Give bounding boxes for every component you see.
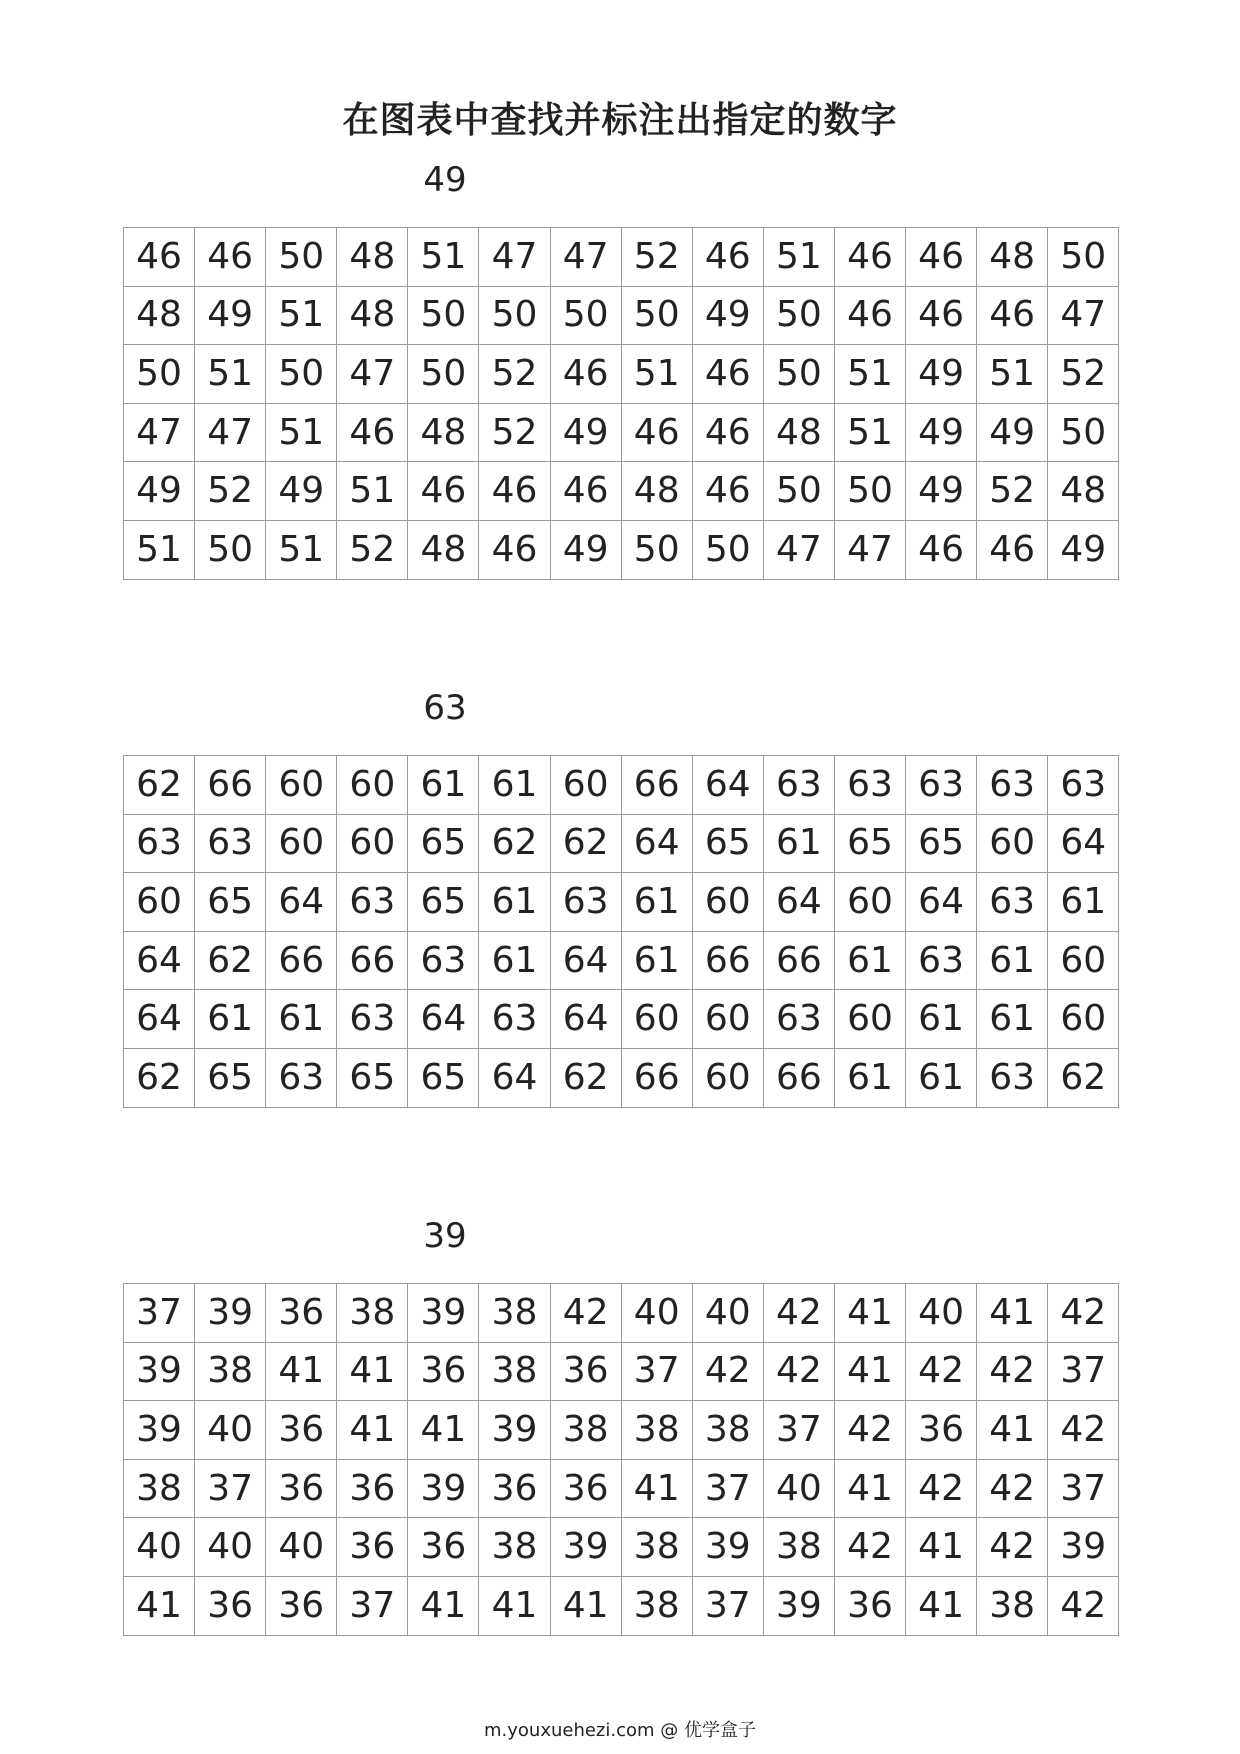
grid-cell[interactable]: 40	[621, 1284, 692, 1343]
grid-cell[interactable]: 39	[408, 1284, 479, 1343]
grid-cell[interactable]: 38	[479, 1342, 550, 1401]
grid-cell[interactable]: 61	[621, 931, 692, 990]
grid-cell[interactable]: 62	[479, 814, 550, 873]
grid-cell[interactable]: 50	[692, 520, 763, 579]
grid-cell[interactable]: 66	[195, 756, 266, 815]
grid-cell[interactable]: 42	[763, 1284, 834, 1343]
grid-cell[interactable]: 65	[408, 814, 479, 873]
grid-cell[interactable]: 40	[124, 1518, 195, 1577]
grid-cell[interactable]: 39	[124, 1401, 195, 1460]
grid-cell[interactable]: 46	[906, 228, 977, 287]
grid-cell[interactable]: 40	[195, 1518, 266, 1577]
grid-cell[interactable]: 64	[550, 931, 621, 990]
grid-cell[interactable]: 42	[763, 1342, 834, 1401]
grid-cell[interactable]: 51	[195, 345, 266, 404]
grid-cell[interactable]: 46	[692, 345, 763, 404]
grid-cell[interactable]: 65	[906, 814, 977, 873]
grid-cell[interactable]: 49	[906, 345, 977, 404]
grid-cell[interactable]: 47	[479, 228, 550, 287]
grid-row	[124, 1576, 1119, 1635]
grid-cell[interactable]: 41	[337, 1342, 408, 1401]
grid-cell[interactable]: 42	[692, 1342, 763, 1401]
grid-cell[interactable]: 65	[408, 873, 479, 932]
grid-cell[interactable]: 51	[408, 228, 479, 287]
grid-cell[interactable]: 46	[834, 286, 905, 345]
grid-cell[interactable]: 42	[834, 1518, 905, 1577]
grid-cell[interactable]: 64	[621, 814, 692, 873]
grid-cell[interactable]: 39	[1048, 1518, 1119, 1577]
grid-cell[interactable]: 50	[621, 286, 692, 345]
grid-cell[interactable]: 50	[408, 345, 479, 404]
grid-row	[124, 756, 1119, 815]
grid-row	[124, 990, 1119, 1049]
grid-cell[interactable]: 36	[266, 1401, 337, 1460]
grid-cell[interactable]: 41	[124, 1576, 195, 1635]
grid-cell[interactable]: 60	[266, 814, 337, 873]
grid-row	[124, 931, 1119, 990]
grid-cell[interactable]: 42	[977, 1459, 1048, 1518]
grid-cell[interactable]: 36	[195, 1576, 266, 1635]
grid-cell[interactable]: 49	[906, 403, 977, 462]
grid-cell[interactable]: 38	[337, 1284, 408, 1343]
grid-row	[124, 403, 1119, 462]
grid-cell[interactable]: 66	[763, 931, 834, 990]
grid-cell[interactable]: 60	[977, 814, 1048, 873]
grid-cell[interactable]: 61	[977, 990, 1048, 1049]
grid-cell[interactable]: 50	[1048, 403, 1119, 462]
grid-cell[interactable]: 41	[408, 1401, 479, 1460]
grid-cell[interactable]: 49	[550, 520, 621, 579]
grid-cell[interactable]: 38	[763, 1518, 834, 1577]
grid-cell[interactable]: 61	[408, 756, 479, 815]
grid-cell[interactable]: 66	[692, 931, 763, 990]
grid-cell[interactable]: 36	[266, 1459, 337, 1518]
grid-cell[interactable]: 50	[763, 462, 834, 521]
grid-cell[interactable]: 51	[834, 345, 905, 404]
grid-cell[interactable]: 63	[337, 990, 408, 1049]
grid-cell[interactable]: 40	[906, 1284, 977, 1343]
grid-cell[interactable]: 60	[692, 1048, 763, 1107]
grid-cell[interactable]: 63	[337, 873, 408, 932]
target-number-1: 49	[423, 160, 467, 200]
grid-cell[interactable]: 63	[195, 814, 266, 873]
grid-cell[interactable]: 48	[337, 286, 408, 345]
grid-cell[interactable]: 36	[550, 1342, 621, 1401]
grid-cell[interactable]: 37	[195, 1459, 266, 1518]
grid-cell[interactable]: 50	[266, 228, 337, 287]
grid-cell[interactable]: 46	[479, 520, 550, 579]
grid-cell[interactable]: 51	[337, 462, 408, 521]
grid-cell[interactable]: 39	[195, 1284, 266, 1343]
grid-cell[interactable]: 46	[977, 286, 1048, 345]
grid-cell[interactable]: 61	[479, 931, 550, 990]
grid-cell[interactable]: 61	[763, 814, 834, 873]
footer-watermark: m.youxuehezi.com @ 优学盒子	[483, 1720, 756, 1741]
grid-row	[124, 228, 1119, 287]
grid-cell[interactable]: 61	[621, 873, 692, 932]
grid-cell[interactable]: 46	[408, 462, 479, 521]
grid-cell[interactable]: 46	[550, 345, 621, 404]
grid-cell[interactable]: 52	[479, 403, 550, 462]
grid-cell[interactable]: 50	[195, 520, 266, 579]
grid-cell[interactable]: 62	[1048, 1048, 1119, 1107]
number-grid-3	[123, 1283, 1119, 1636]
grid-cell[interactable]: 47	[834, 520, 905, 579]
grid-row	[124, 286, 1119, 345]
grid-cell[interactable]: 65	[834, 814, 905, 873]
grid-row	[124, 1284, 1119, 1343]
grid-cell[interactable]: 52	[337, 520, 408, 579]
grid-cell[interactable]: 46	[692, 403, 763, 462]
grid-cell[interactable]: 41	[479, 1576, 550, 1635]
target-number-2: 63	[423, 688, 467, 728]
grid-cell[interactable]: 63	[763, 756, 834, 815]
grid-cell[interactable]: 51	[621, 345, 692, 404]
grid-cell[interactable]: 37	[692, 1459, 763, 1518]
grid-cell[interactable]: 64	[479, 1048, 550, 1107]
target-number-3: 39	[423, 1216, 467, 1256]
grid-cell[interactable]: 48	[977, 228, 1048, 287]
grid-cell[interactable]: 46	[124, 228, 195, 287]
grid-cell[interactable]: 61	[479, 873, 550, 932]
grid-cell[interactable]: 39	[124, 1342, 195, 1401]
grid-cell[interactable]: 46	[692, 228, 763, 287]
grid-cell[interactable]: 64	[266, 873, 337, 932]
grid-cell[interactable]: 64	[906, 873, 977, 932]
grid-cell[interactable]: 46	[906, 520, 977, 579]
grid-cell[interactable]: 66	[266, 931, 337, 990]
grid-row	[124, 814, 1119, 873]
grid-cell[interactable]: 64	[763, 873, 834, 932]
grid-cell[interactable]: 48	[621, 462, 692, 521]
grid-cell[interactable]: 65	[195, 1048, 266, 1107]
grid-cell[interactable]: 63	[408, 931, 479, 990]
grid-cell[interactable]: 60	[621, 990, 692, 1049]
grid-cell[interactable]: 63	[266, 1048, 337, 1107]
grid-cell[interactable]: 41	[977, 1401, 1048, 1460]
grid-cell[interactable]: 61	[834, 1048, 905, 1107]
grid-cell[interactable]: 60	[692, 990, 763, 1049]
grid-cell[interactable]: 60	[550, 756, 621, 815]
grid-cell[interactable]: 46	[906, 286, 977, 345]
grid-cell[interactable]: 60	[266, 756, 337, 815]
grid-cell[interactable]: 51	[763, 228, 834, 287]
grid-cell[interactable]: 50	[763, 286, 834, 345]
grid-cell[interactable]: 50	[266, 345, 337, 404]
grid-cell[interactable]: 36	[337, 1518, 408, 1577]
grid-cell[interactable]: 50	[763, 345, 834, 404]
grid-cell[interactable]: 49	[124, 462, 195, 521]
grid-cell[interactable]: 63	[834, 756, 905, 815]
grid-cell[interactable]: 36	[266, 1576, 337, 1635]
grid-cell[interactable]: 48	[408, 520, 479, 579]
grid-cell[interactable]: 51	[266, 286, 337, 345]
grid-cell[interactable]: 46	[692, 462, 763, 521]
grid-cell[interactable]: 47	[195, 403, 266, 462]
grid-cell[interactable]: 47	[550, 228, 621, 287]
grid-cell[interactable]: 42	[550, 1284, 621, 1343]
grid-cell[interactable]: 46	[195, 228, 266, 287]
grid-cell[interactable]: 51	[266, 403, 337, 462]
grid-cell[interactable]: 48	[763, 403, 834, 462]
grid-cell[interactable]: 42	[906, 1459, 977, 1518]
grid-cell[interactable]: 61	[906, 990, 977, 1049]
grid-cell[interactable]: 38	[621, 1518, 692, 1577]
grid-cell[interactable]: 36	[479, 1459, 550, 1518]
grid-cell[interactable]: 61	[1048, 873, 1119, 932]
grid-row	[124, 873, 1119, 932]
grid-cell[interactable]: 61	[195, 990, 266, 1049]
grid-row	[124, 1048, 1119, 1107]
grid-cell[interactable]: 36	[906, 1401, 977, 1460]
grid-row	[124, 345, 1119, 404]
grid-cell[interactable]: 36	[408, 1342, 479, 1401]
grid-cell[interactable]: 42	[1048, 1401, 1119, 1460]
grid-cell[interactable]: 65	[408, 1048, 479, 1107]
grid-cell[interactable]: 63	[550, 873, 621, 932]
grid-cell[interactable]: 64	[550, 990, 621, 1049]
grid-cell[interactable]: 38	[550, 1401, 621, 1460]
grid-cell[interactable]: 41	[337, 1401, 408, 1460]
grid-cell[interactable]: 63	[1048, 756, 1119, 815]
grid-cell[interactable]: 60	[337, 814, 408, 873]
grid-cell[interactable]: 47	[124, 403, 195, 462]
grid-cell[interactable]: 61	[479, 756, 550, 815]
grid-cell[interactable]: 60	[692, 873, 763, 932]
grid-cell[interactable]: 37	[124, 1284, 195, 1343]
number-grid-1	[123, 227, 1119, 580]
grid-cell[interactable]: 48	[124, 286, 195, 345]
grid-cell[interactable]: 37	[621, 1342, 692, 1401]
grid-cell[interactable]: 36	[550, 1459, 621, 1518]
grid-cell[interactable]: 50	[124, 345, 195, 404]
grid-cell[interactable]: 41	[906, 1518, 977, 1577]
grid-cell[interactable]: 42	[834, 1401, 905, 1460]
grid-cell[interactable]: 40	[692, 1284, 763, 1343]
grid-cell[interactable]: 63	[906, 756, 977, 815]
grid-cell[interactable]: 49	[906, 462, 977, 521]
grid-cell[interactable]: 46	[479, 462, 550, 521]
grid-cell[interactable]: 49	[1048, 520, 1119, 579]
grid-cell[interactable]: 66	[621, 756, 692, 815]
page-title: 在图表中查找并标注出指定的数字	[342, 100, 898, 141]
grid-cell[interactable]: 42	[977, 1518, 1048, 1577]
grid-cell[interactable]: 39	[550, 1518, 621, 1577]
grid-cell[interactable]: 36	[834, 1576, 905, 1635]
grid-cell[interactable]: 52	[977, 462, 1048, 521]
grid-row	[124, 520, 1119, 579]
grid-cell[interactable]: 42	[906, 1342, 977, 1401]
grid-row	[124, 1518, 1119, 1577]
grid-cell[interactable]: 63	[977, 756, 1048, 815]
grid-cell[interactable]: 60	[1048, 931, 1119, 990]
grid-cell[interactable]: 64	[1048, 814, 1119, 873]
grid-cell[interactable]: 37	[1048, 1342, 1119, 1401]
grid-row	[124, 1459, 1119, 1518]
grid-cell[interactable]: 47	[763, 520, 834, 579]
grid-cell[interactable]: 52	[621, 228, 692, 287]
grid-cell[interactable]: 37	[692, 1576, 763, 1635]
grid-cell[interactable]: 41	[834, 1284, 905, 1343]
grid-cell[interactable]: 38	[124, 1459, 195, 1518]
grid-cell[interactable]: 46	[834, 228, 905, 287]
grid-cell[interactable]: 46	[621, 403, 692, 462]
grid-cell[interactable]: 51	[124, 520, 195, 579]
grid-cell[interactable]: 37	[337, 1576, 408, 1635]
grid-cell[interactable]: 40	[195, 1401, 266, 1460]
grid-cell[interactable]: 65	[195, 873, 266, 932]
grid-cell[interactable]: 66	[621, 1048, 692, 1107]
grid-cell[interactable]: 63	[977, 1048, 1048, 1107]
grid-cell[interactable]: 61	[266, 990, 337, 1049]
grid-cell[interactable]: 48	[408, 403, 479, 462]
grid-cell[interactable]: 46	[337, 403, 408, 462]
grid-row	[124, 1401, 1119, 1460]
grid-cell[interactable]: 66	[337, 931, 408, 990]
grid-cell[interactable]: 37	[763, 1401, 834, 1460]
grid-cell[interactable]: 63	[479, 990, 550, 1049]
grid-row	[124, 1342, 1119, 1401]
grid-cell[interactable]: 60	[1048, 990, 1119, 1049]
grid-cell[interactable]: 63	[763, 990, 834, 1049]
grid-cell[interactable]: 49	[195, 286, 266, 345]
grid-cell[interactable]: 50	[834, 462, 905, 521]
grid-cell[interactable]: 46	[550, 462, 621, 521]
grid-cell[interactable]: 38	[621, 1401, 692, 1460]
grid-cell[interactable]: 39	[692, 1518, 763, 1577]
grid-cell[interactable]: 50	[408, 286, 479, 345]
grid-cell[interactable]: 40	[266, 1518, 337, 1577]
grid-cell[interactable]: 60	[834, 873, 905, 932]
grid-cell[interactable]: 62	[550, 814, 621, 873]
grid-cell[interactable]: 62	[550, 1048, 621, 1107]
grid-cell[interactable]: 41	[906, 1576, 977, 1635]
grid-cell[interactable]: 51	[834, 403, 905, 462]
grid-cell[interactable]: 39	[479, 1401, 550, 1460]
grid-cell[interactable]: 41	[408, 1576, 479, 1635]
grid-cell[interactable]: 37	[1048, 1459, 1119, 1518]
grid-cell[interactable]: 50	[550, 286, 621, 345]
grid-cell[interactable]: 50	[1048, 228, 1119, 287]
grid-cell[interactable]: 38	[692, 1401, 763, 1460]
grid-cell[interactable]: 63	[977, 873, 1048, 932]
grid-cell[interactable]: 62	[195, 931, 266, 990]
grid-cell[interactable]: 46	[977, 520, 1048, 579]
grid-cell[interactable]: 52	[1048, 345, 1119, 404]
grid-cell[interactable]: 48	[1048, 462, 1119, 521]
grid-cell[interactable]: 64	[408, 990, 479, 1049]
grid-cell[interactable]: 41	[550, 1576, 621, 1635]
grid-cell[interactable]: 49	[692, 286, 763, 345]
grid-cell[interactable]: 48	[337, 228, 408, 287]
grid-cell[interactable]: 38	[479, 1518, 550, 1577]
grid-cell[interactable]: 60	[337, 756, 408, 815]
grid-cell[interactable]: 60	[834, 990, 905, 1049]
grid-cell[interactable]: 41	[834, 1342, 905, 1401]
grid-cell[interactable]: 36	[337, 1459, 408, 1518]
grid-cell[interactable]: 62	[124, 756, 195, 815]
grid-cell[interactable]: 39	[408, 1459, 479, 1518]
grid-cell[interactable]: 40	[763, 1459, 834, 1518]
grid-cell[interactable]: 52	[479, 345, 550, 404]
grid-cell[interactable]: 66	[763, 1048, 834, 1107]
grid-cell[interactable]: 41	[621, 1459, 692, 1518]
grid-cell[interactable]: 61	[977, 931, 1048, 990]
grid-cell[interactable]: 38	[621, 1576, 692, 1635]
grid-cell[interactable]: 65	[337, 1048, 408, 1107]
grid-cell[interactable]: 51	[266, 520, 337, 579]
grid-cell[interactable]: 60	[124, 873, 195, 932]
grid-cell[interactable]: 64	[124, 990, 195, 1049]
grid-row	[124, 462, 1119, 521]
grid-cell[interactable]: 65	[692, 814, 763, 873]
grid-cell[interactable]: 36	[266, 1284, 337, 1343]
grid-cell[interactable]: 52	[195, 462, 266, 521]
grid-cell[interactable]: 61	[834, 931, 905, 990]
grid-cell[interactable]: 41	[834, 1459, 905, 1518]
grid-cell[interactable]: 50	[479, 286, 550, 345]
grid-cell[interactable]: 42	[1048, 1284, 1119, 1343]
grid-cell[interactable]: 47	[1048, 286, 1119, 345]
grid-cell[interactable]: 61	[906, 1048, 977, 1107]
grid-cell[interactable]: 49	[977, 403, 1048, 462]
grid-cell[interactable]: 38	[977, 1576, 1048, 1635]
grid-cell[interactable]: 42	[977, 1342, 1048, 1401]
grid-cell[interactable]: 38	[195, 1342, 266, 1401]
grid-cell[interactable]: 62	[124, 1048, 195, 1107]
grid-cell[interactable]: 49	[266, 462, 337, 521]
grid-cell[interactable]: 36	[408, 1518, 479, 1577]
grid-cell[interactable]: 64	[692, 756, 763, 815]
grid-cell[interactable]: 51	[977, 345, 1048, 404]
grid-cell[interactable]: 63	[906, 931, 977, 990]
grid-cell[interactable]: 41	[266, 1342, 337, 1401]
grid-cell[interactable]: 47	[337, 345, 408, 404]
grid-cell[interactable]: 49	[550, 403, 621, 462]
grid-cell[interactable]: 41	[977, 1284, 1048, 1343]
grid-cell[interactable]: 63	[124, 814, 195, 873]
grid-cell[interactable]: 50	[621, 520, 692, 579]
grid-cell[interactable]: 38	[479, 1284, 550, 1343]
grid-cell[interactable]: 64	[124, 931, 195, 990]
grid-cell[interactable]: 42	[1048, 1576, 1119, 1635]
grid-cell[interactable]: 39	[763, 1576, 834, 1635]
number-grid-2	[123, 755, 1119, 1108]
